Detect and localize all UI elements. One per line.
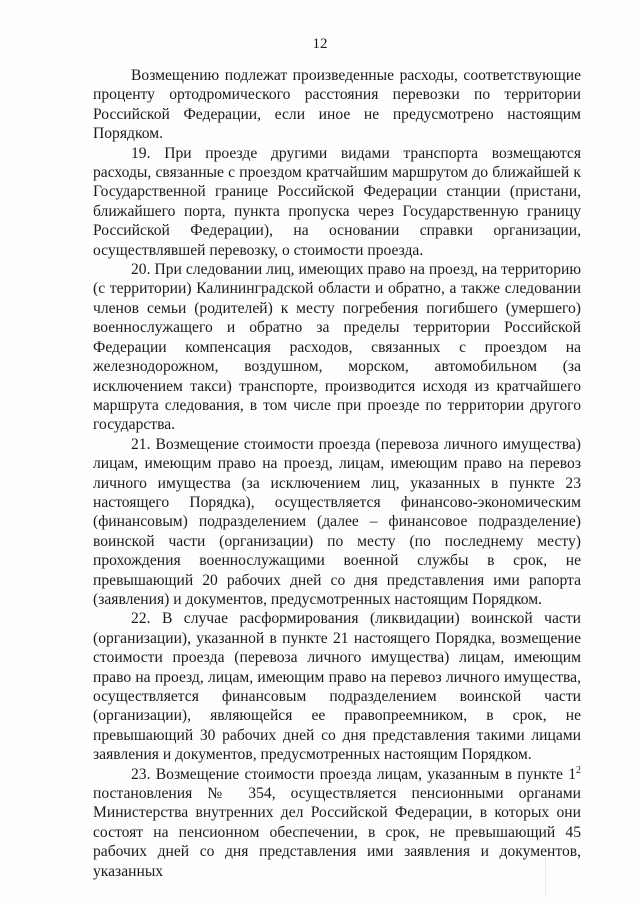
paragraph-23-start: 23. Возмещение стоимости проезда лицам, указанным в пункте 1 <box>131 765 576 783</box>
paragraph-22: 22. В случае расформирования (ликвидации) воинской части (организации), указанной в пункте 21 настоящего Порядка, возмещение стоимости проезда (перевоза личного имущества) лицам, имеющим право на проезд, лицам, имеющим право на перевоз личного имущества, осуществляется финансовым подразделением воинской части (организации), являющейся ее правопреемником, в срок, не превышающий 30 рабочих дней со дня представления такими лицами заявления и документов, предусмотренных настоящим Порядком. <box>93 610 581 764</box>
paragraph-reimbursement-intro: Возмещению подлежат произведенные расходы, соответствующие проценту ортодромического расстояния перевозки по территории Российской Федерации, если иное не предусмотрено настоящим Порядком. <box>93 67 581 143</box>
paragraph-20: 20. При следовании лиц, имеющих право на проезд, на территорию (с территории) Калининградской области и обратно, а также следовании членов семьи (родителей) к месту погребения погибшего (умершего) военнослужащего и обратно за пределы территории Российской Федерации компенсация расходов, связанных с проездом на железнодорожном, воздушном, морском, автомобильном (за исключением такси) транспорте, производится исходя из кратчайшего маршрута следования, в том числе при проезде по территории другого государства. <box>93 261 581 434</box>
page-number: 12 <box>312 36 328 52</box>
paragraph-21: 21. Возмещение стоимости проезда (перевоза личного имущества) лицам, имеющим право на проезд, лицам, имеющим право на перевоз личного имущества (за исключением лиц, указанных в пункте 23 настоящего Порядка), осуществляется финансово-экономическим (финансовым) подразделением (далее – финансовое подразделение) воинской части (организации) по месту (по последнему месту) прохождения военнослужащими военной службы в срок, не превышающий 20 рабочих дней со дня представления ими рапорта (заявления) и документов, предусмотренных настоящим Порядком. <box>93 435 581 608</box>
paragraph-23-rest: постановления № 354, осуществляется пенсионными органами Министерства внутренних дел Российской Федерации, в которых они состоят на пенсионном обеспечении, в срок, не превышающий 45 рабочих дней со дня представления ими заявления и документов, указанных <box>93 785 581 880</box>
document-body <box>93 66 581 881</box>
scan-artifact <box>545 856 560 896</box>
paragraph-23 <box>93 765 581 881</box>
paragraph-19: 19. При проезде другими видами транспорта возмещаются расходы, связанные с проездом кратчайшим маршрутом до ближайшей к Государственной границе Российской Федерации станции (пристани, ближайшего порта, пункта пропуска через Государственную границу Российской Федерации), на основании справки организации, осуществлявшей перевозку, о стоимости проезда. <box>93 144 581 259</box>
paragraph-23-superscript: 2 <box>576 764 581 776</box>
